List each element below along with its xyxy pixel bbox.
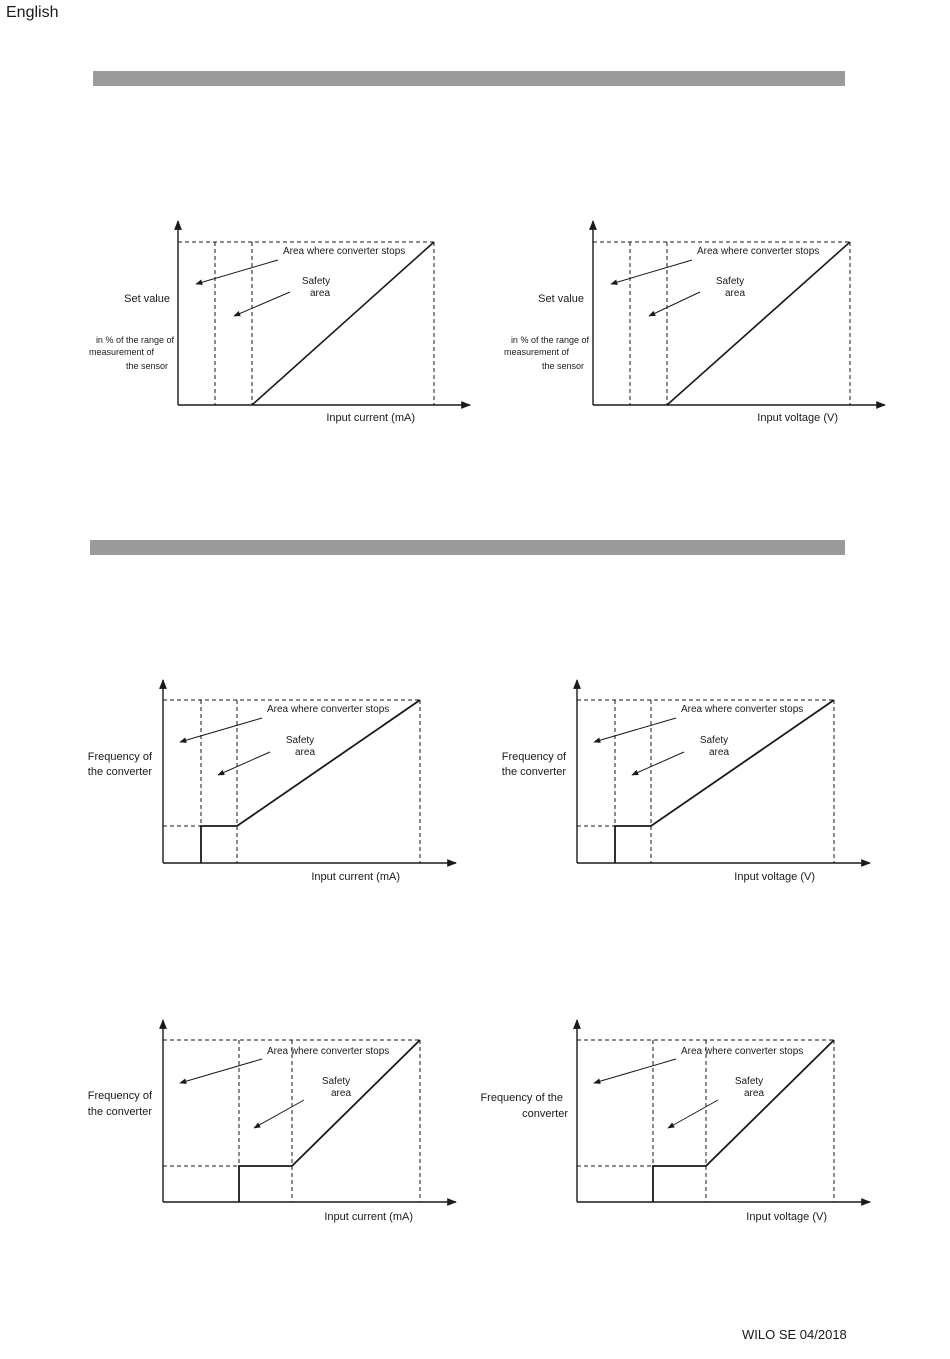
safety-area-label-line1: Safety bbox=[734, 1076, 764, 1087]
x-axis-label: Input current (mA) bbox=[326, 412, 415, 424]
safety-area-arrow bbox=[668, 1100, 718, 1128]
safety-area-label-line1: Safety bbox=[285, 735, 315, 746]
language-label: English bbox=[6, 4, 59, 21]
safety-area-arrow bbox=[649, 292, 700, 316]
safety-area-label-line1: Safety bbox=[301, 276, 331, 287]
stop-area-label: Area where converter stops bbox=[681, 1046, 804, 1057]
x-axis-label: Input voltage (V) bbox=[734, 871, 815, 883]
stop-area-arrow bbox=[180, 1059, 262, 1083]
characteristic-line bbox=[201, 700, 420, 863]
stop-area-label: Area where converter stops bbox=[283, 246, 406, 257]
y-axis-label-line2: converter bbox=[522, 1108, 568, 1120]
y-axis-sublabel-line3: the sensor bbox=[125, 361, 168, 371]
y-axis-sublabel-line2: measurement of bbox=[88, 347, 154, 357]
y-axis-sublabel-line1: in % of the range of bbox=[95, 335, 174, 345]
safety-area-label-line1: Safety bbox=[699, 735, 729, 746]
y-axis-label: Set value bbox=[124, 293, 170, 305]
stop-area-arrow bbox=[611, 260, 692, 284]
characteristic-line bbox=[615, 700, 834, 863]
y-axis-label-line1: Frequency of bbox=[87, 1090, 152, 1102]
y-axis-label-line1: Frequency of bbox=[501, 751, 566, 763]
stop-area-arrow bbox=[196, 260, 278, 284]
y-axis-label-line1: Frequency of the bbox=[480, 1092, 563, 1104]
characteristic-line bbox=[667, 242, 850, 405]
x-axis-label: Input voltage (V) bbox=[746, 1211, 827, 1223]
y-axis-sublabel-line1: in % of the range of bbox=[510, 335, 589, 345]
stop-area-arrow bbox=[594, 718, 676, 742]
characteristic-line bbox=[252, 242, 434, 405]
stop-area-label: Area where converter stops bbox=[267, 704, 390, 715]
safety-area-label-line2: area bbox=[724, 288, 746, 299]
stop-area-label: Area where converter stops bbox=[267, 1046, 390, 1057]
safety-area-label-line1: Safety bbox=[715, 276, 745, 287]
safety-area-arrow bbox=[254, 1100, 304, 1128]
x-axis-label: Input current (mA) bbox=[311, 871, 400, 883]
safety-area-label-line1: Safety bbox=[321, 1076, 351, 1087]
y-axis-sublabel-line2: measurement of bbox=[503, 347, 569, 357]
safety-area-label-line2: area bbox=[330, 1088, 352, 1099]
safety-area-arrow bbox=[632, 752, 684, 775]
stop-area-arrow bbox=[180, 718, 262, 742]
y-axis-sublabel-line3: the sensor bbox=[541, 361, 584, 371]
stop-area-arrow bbox=[594, 1059, 676, 1083]
x-axis-label: Input voltage (V) bbox=[757, 412, 838, 424]
y-axis-label: Set value bbox=[538, 293, 584, 305]
safety-area-arrow bbox=[218, 752, 270, 775]
y-axis-label-line2: the converter bbox=[501, 766, 566, 778]
stop-area-label: Area where converter stops bbox=[681, 704, 804, 715]
safety-area-label-line2: area bbox=[708, 747, 730, 758]
y-axis-label-line2: the converter bbox=[87, 766, 152, 778]
safety-area-label-line2: area bbox=[294, 747, 316, 758]
y-axis-label-line1: Frequency of bbox=[87, 751, 152, 763]
safety-area-label-line2: area bbox=[743, 1088, 765, 1099]
footer-publisher-date: WILO SE 04/2018 bbox=[742, 1327, 847, 1342]
safety-area-label-line2: area bbox=[309, 288, 331, 299]
stop-area-label: Area where converter stops bbox=[697, 246, 820, 257]
safety-area-arrow bbox=[234, 292, 290, 316]
x-axis-label: Input current (mA) bbox=[324, 1211, 413, 1223]
y-axis-label-line2: the converter bbox=[87, 1106, 152, 1118]
